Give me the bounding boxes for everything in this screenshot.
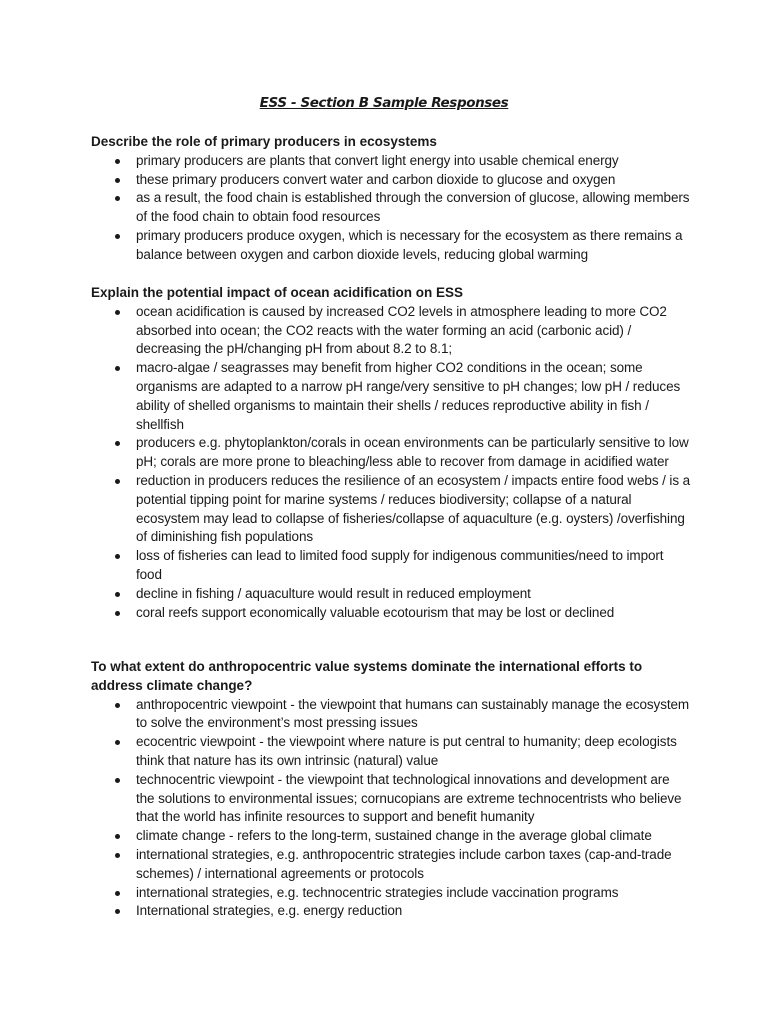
bullet-icon bbox=[115, 479, 120, 484]
list-item-text: producers e.g. phytoplankton/corals in ocean environments can be particularly sensitive to low pH; corals are more prone to bleaching/less able to recover from damage in acidified water bbox=[136, 435, 689, 470]
list-item-text: macro-algae / seagrasses may benefit from higher CO2 conditions in the ocean; some organisms are adapted to a narrow pH range/very sensitive to pH changes; low pH / reduces ability of shelled organisms to maintain their shells / reduces reproductive ability in fish / shellfish bbox=[136, 360, 681, 432]
bullet-icon bbox=[115, 853, 120, 858]
bullet-list bbox=[91, 303, 691, 623]
list-item-text: technocentric viewpoint - the viewpoint that technological innovations and development are the solutions to environmental issues; cornucopians are extreme technocentrists who believe that the world has infinite resources to support and benefit humanity bbox=[136, 771, 682, 825]
list-item-text: as a result, the food chain is established through the conversion of glucose, allowing members of the food chain to obtain food resources bbox=[136, 190, 690, 225]
list-item bbox=[91, 434, 691, 472]
list-item-text: coral reefs support economically valuable ecotourism that may be lost or declined bbox=[136, 604, 615, 620]
list-item bbox=[91, 696, 691, 734]
bullet-icon bbox=[115, 909, 120, 914]
list-item-text: these primary producers convert water and carbon dioxide to glucose and oxygen bbox=[136, 171, 616, 187]
list-item-text: primary producers produce oxygen, which is necessary for the ecosystem as there remains a balance between oxygen and carbon dioxide levels, reducing global warming bbox=[136, 227, 683, 262]
bullet-list bbox=[91, 696, 691, 922]
list-item-text: international strategies, e.g. technocentric strategies include vaccination programs bbox=[136, 884, 619, 900]
list-item bbox=[91, 303, 691, 359]
section-anthropocentric-value-systems bbox=[91, 658, 691, 921]
bullet-icon bbox=[115, 234, 120, 239]
bullet-icon bbox=[115, 834, 120, 839]
bullet-icon bbox=[115, 703, 120, 708]
list-item bbox=[91, 152, 691, 171]
bullet-icon bbox=[115, 159, 120, 164]
list-item-text: ecocentric viewpoint - the viewpoint where nature is put central to humanity; deep ecologists think that nature has its own intrinsic (natural) value bbox=[136, 734, 677, 768]
section-heading: Describe the role of primary producers in ecosystems bbox=[91, 134, 437, 149]
list-item bbox=[91, 771, 691, 827]
list-item bbox=[91, 171, 691, 190]
list-item bbox=[91, 472, 691, 547]
list-item-text: loss of fisheries can lead to limited food supply for indigenous communities/need to import food bbox=[136, 548, 664, 582]
list-item-text: primary producers are plants that convert light energy into usable chemical energy bbox=[136, 152, 619, 168]
list-item bbox=[91, 585, 691, 604]
bullet-list bbox=[91, 152, 691, 265]
list-item-text: ocean acidification is caused by increased CO2 levels in atmosphere leading to more CO2 absorbed into ocean; the CO2 reacts with the water forming an acid (carbonic acid) / decreasing the pH/changing pH from about 8.2 to 8.1; bbox=[136, 303, 667, 357]
section-primary-producers bbox=[91, 133, 691, 265]
list-item bbox=[91, 547, 691, 585]
bullet-icon bbox=[115, 178, 120, 183]
list-item-text: decline in fishing / aquaculture would result in reduced employment bbox=[136, 585, 531, 601]
list-item bbox=[91, 359, 691, 434]
list-item bbox=[91, 733, 691, 771]
bullet-icon bbox=[115, 592, 120, 597]
document-title: ESS - Section B Sample Responses bbox=[259, 95, 509, 111]
section-heading: Explain the potential impact of ocean acidification on ESS bbox=[91, 285, 464, 300]
list-item-text: anthropocentric viewpoint - the viewpoint that humans can sustainably manage the ecosystem to solve the environment’s most pressing issues bbox=[136, 696, 690, 731]
bullet-icon bbox=[115, 366, 120, 371]
list-item-text: International strategies, e.g. energy reduction bbox=[136, 903, 403, 919]
section-heading: To what extent do anthropocentric value systems dominate the international efforts to address climate change? bbox=[91, 659, 643, 693]
section-ocean-acidification bbox=[91, 284, 691, 622]
bullet-icon bbox=[115, 778, 120, 783]
bullet-icon bbox=[115, 441, 120, 446]
list-item-text: international strategies, e.g. anthropocentric strategies include carbon taxes (cap-and-trade schemes) / international agreements or protocols bbox=[136, 846, 672, 881]
list-item bbox=[91, 902, 691, 921]
bullet-icon bbox=[115, 740, 120, 745]
list-item bbox=[91, 827, 691, 846]
list-item bbox=[91, 884, 691, 903]
bullet-icon bbox=[115, 611, 120, 616]
list-item-text: climate change - refers to the long-term, sustained change in the average global climate bbox=[136, 828, 652, 844]
list-item bbox=[91, 846, 691, 884]
bullet-icon bbox=[115, 310, 120, 315]
bullet-icon bbox=[115, 554, 120, 559]
list-item bbox=[91, 189, 691, 227]
list-item-text: reduction in producers reduces the resilience of an ecosystem / impacts entire food webs / is a potential tipping point for marine systems / reduces biodiversity; collapse of a natural ecosystem may lead to collapse of fisheries/collapse of aquaculture (e.g. oysters) /overfishing of diminishing fish populations bbox=[136, 472, 691, 545]
list-item bbox=[91, 227, 691, 265]
bullet-icon bbox=[115, 891, 120, 896]
bullet-icon bbox=[115, 196, 120, 201]
list-item bbox=[91, 604, 691, 623]
